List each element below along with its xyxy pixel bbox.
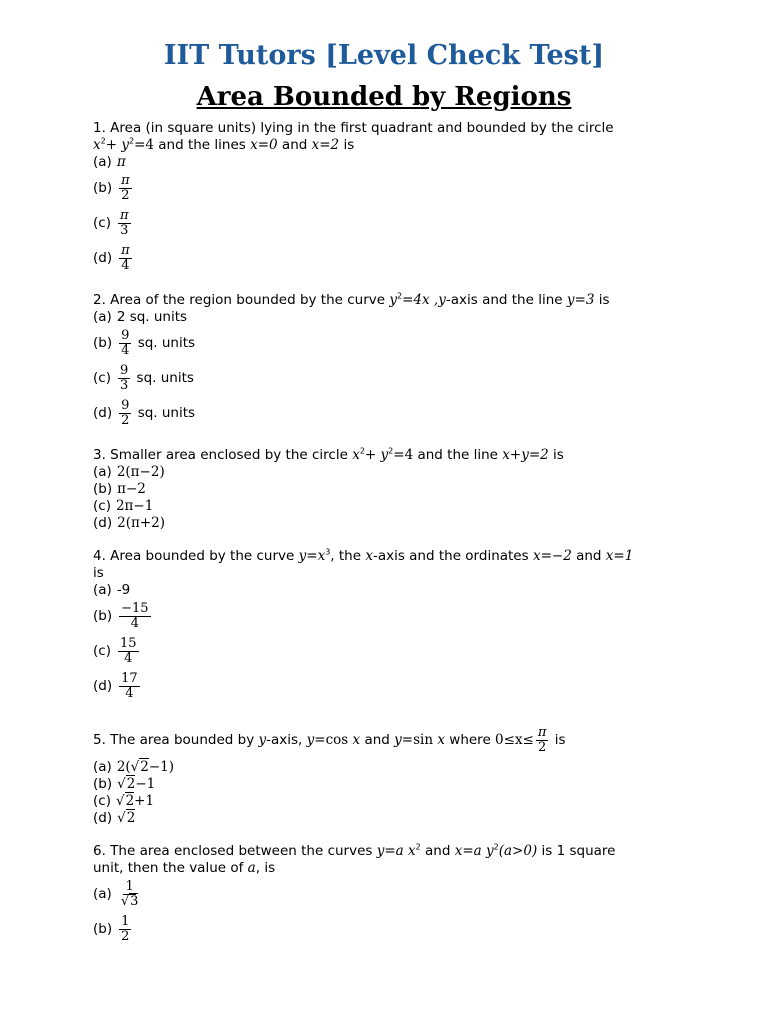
- question-list: [93, 120, 693, 947]
- fraction: $\frac{1}{2}$: [121, 914, 130, 944]
- fraction: $\frac{9}{2}$: [121, 398, 130, 428]
- question-2-option-a[interactable]: (a) 2 sq. units: [93, 309, 188, 325]
- question-6: [93, 843, 693, 947]
- page-title: Area Bounded by Regions: [196, 82, 572, 112]
- question-3-option-a[interactable]: (a) 2(π−2): [93, 464, 165, 480]
- question-6-option-b[interactable]: (b) $\frac{1}{2}$: [93, 914, 130, 944]
- question-4-stem: 4. Area bounded by the curve $y=x^3$, the x-axis and the ordinates x=−2 and x=1 is: [93, 547, 634, 581]
- question-5-stem: 5. The area bounded by y -axis, y= cos x and y= sin x where 0≤x≤ $\frac{\pi}{2}$ is: [93, 725, 566, 755]
- question-3: [93, 447, 693, 532]
- question-2-stem: 2. Area of the region bounded by the curve $y^2=4x$ ,y-axis and the line y=3 is: [93, 291, 610, 308]
- question-5-option-a[interactable]: (a) 2( √2 −1): [93, 759, 175, 775]
- fraction: $\frac{\pi}{2}$: [121, 173, 130, 203]
- fraction: $\frac{1}{√3}$: [120, 879, 139, 909]
- question-3-option-d[interactable]: (d) 2(π+2): [93, 515, 166, 531]
- question-5-option-c[interactable]: (c) √2 +1: [93, 793, 155, 809]
- fraction: $\frac{15}{4}$: [119, 636, 137, 666]
- square-root: √2: [117, 810, 136, 826]
- fraction: $\frac{9}{4}$: [121, 328, 130, 358]
- square-root: √2: [115, 793, 135, 809]
- question-2-option-d[interactable]: (d) $\frac{9}{2}$ sq. units: [93, 398, 196, 428]
- fraction: $\frac{-15}{4}$: [121, 601, 149, 631]
- question-2-option-b[interactable]: (b) $\frac{9}{4}$ sq. units: [93, 328, 196, 358]
- question-3-stem: 3. Smaller area enclosed by the circle $x^2+ y^2=4$ and the line x+y=2 is: [93, 446, 564, 463]
- question-3-option-c[interactable]: (c) 2π−1: [93, 498, 154, 514]
- question-3-option-b[interactable]: (b) π−2: [93, 481, 146, 497]
- question-1-option-c[interactable]: (c) $\frac{\pi}{3}$: [93, 208, 129, 238]
- question-1-option-b[interactable]: (b) $\frac{\pi}{2}$: [93, 173, 130, 203]
- question-6-stem: 6. The area enclosed between the curves y=a $x^2$ and x=a $y^2(a>0)$ is 1 square unit, then the value of a, is: [93, 842, 616, 876]
- question-2-option-c[interactable]: (c) $\frac{9}{3}$ sq. units: [93, 363, 194, 393]
- square-root: √2: [130, 759, 149, 775]
- square-root: √2: [117, 776, 136, 792]
- question-5-option-d[interactable]: (d) √2: [93, 810, 136, 826]
- fraction: $\frac{\pi}{4}$: [121, 243, 130, 273]
- fraction: $\frac{\pi}{3}$: [119, 208, 129, 238]
- question-2: [93, 292, 693, 431]
- question-1-option-d[interactable]: (d) $\frac{\pi}{4}$: [93, 243, 130, 273]
- question-4-option-a[interactable]: (a) -9: [93, 582, 131, 598]
- question-5: [93, 726, 693, 827]
- question-1: [93, 120, 693, 276]
- question-6-option-a[interactable]: (a) $\frac{1}{√3}$: [93, 879, 139, 909]
- question-4-option-c[interactable]: (c) $\frac{15}{4}$: [93, 636, 137, 666]
- question-4: [93, 548, 693, 704]
- question-1-option-a[interactable]: (a) π: [93, 154, 126, 170]
- fraction: $\frac{9}{3}$: [119, 363, 129, 393]
- question-5-option-b[interactable]: (b) √2 −1: [93, 776, 156, 792]
- question-4-option-d[interactable]: (d) $\frac{17}{4}$: [93, 671, 138, 701]
- brand-heading: IIT Tutors [Level Check Test]: [163, 40, 605, 71]
- question-4-option-b[interactable]: (b) $\frac{-15}{4}$: [93, 601, 149, 631]
- fraction: $\frac{\pi}{2}$: [537, 725, 547, 755]
- question-1-stem: 1. Area (in square units) lying in the first quadrant and bounded by the circle $x^2+ y^2=4$ and the lines x=0 and x=2 is: [93, 120, 614, 153]
- fraction: $\frac{17}{4}$: [121, 671, 138, 701]
